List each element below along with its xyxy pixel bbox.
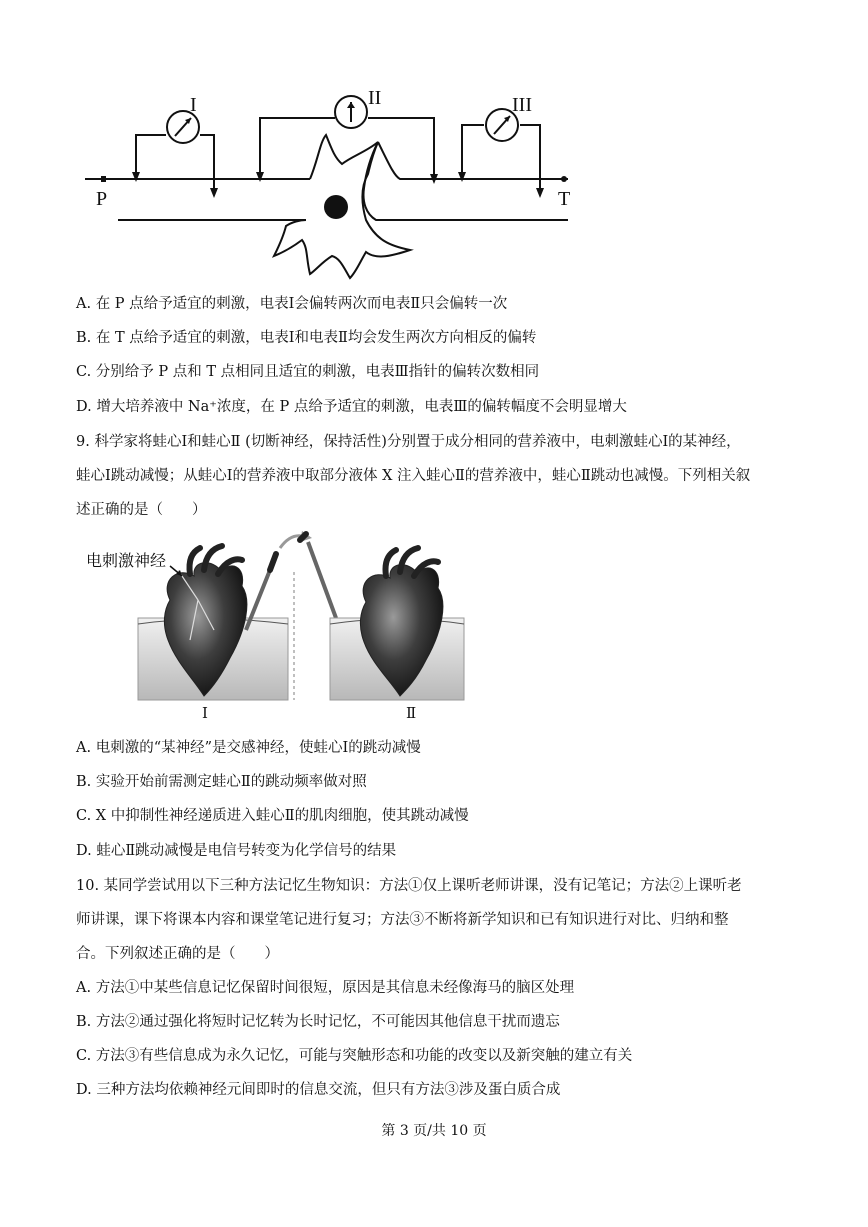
heart-label-ii: Ⅱ (406, 704, 417, 722)
q9-stem-line-1: 9. 科学家将蛙心Ⅰ和蛙心Ⅱ (切断神经，保持活性)分别置于成分相同的营养液中，电刺激蛙心Ⅰ的某神经， (76, 434, 741, 450)
frog-heart-figure (130, 530, 470, 705)
q10-stem-line-2: 师讲课，课下将课本内容和课堂笔记进行复习；方法③不断将新学知识和已有知识进行对比、归纳和整 (76, 912, 729, 928)
stim-label: 电刺激神经 (86, 551, 167, 570)
q9-option-d: D. 蛙心Ⅱ跳动减慢是电信号转变为化学信号的结果 (76, 843, 397, 859)
point-label-p: P (96, 188, 108, 210)
q10-option-b: B. 方法②通过强化将短时记忆转为长时记忆，不可能因其他信息干扰而遗忘 (76, 1014, 560, 1030)
heart-label-i: Ⅰ (202, 704, 208, 722)
q10-option-c: C. 方法③有些信息成为永久记忆，可能与突触形态和功能的改变以及新突触的建立有关 (76, 1048, 633, 1064)
axon-right-tube (364, 142, 569, 220)
meter-label-i: I (190, 94, 197, 116)
meter-label-ii: II (368, 87, 382, 109)
q9-option-c: C. X 中抑制性神经递质进入蛙心Ⅱ的肌肉细胞，使其跳动减慢 (76, 808, 469, 824)
q9-stem-line-3: 述正确的是（ ） (76, 502, 207, 518)
q8-option-a: A. 在 P 点给予适宜的刺激，电表Ⅰ会偏转两次而电表Ⅱ只会偏转一次 (76, 296, 508, 312)
q8-option-c: C. 分别给予 P 点和 T 点相同且适宜的刺激，电表Ⅲ指针的偏转次数相同 (76, 364, 540, 380)
q10-stem-line-3: 合。下列叙述正确的是（ ） (76, 946, 279, 962)
point-p-marker (101, 176, 106, 182)
q9-option-a: A. 电刺激的“某神经”是交感神经，使蛙心Ⅰ的跳动减慢 (76, 740, 421, 756)
q8-option-b: B. 在 T 点给予适宜的刺激，电表Ⅰ和电表Ⅱ均会发生两次方向相反的偏转 (76, 330, 537, 346)
q10-option-d: D. 三种方法均依赖神经元间即时的信息交流，但只有方法③涉及蛋白质合成 (76, 1082, 561, 1098)
point-t-marker (561, 176, 567, 182)
nucleus (324, 195, 348, 219)
q10-stem-line-1: 10. 某同学尝试用以下三种方法记忆生物知识：方法①仅上课听老师讲课，没有记笔记；方法②上课听老 (76, 878, 742, 894)
q8-option-d: D. 增大培养液中 Na⁺浓度，在 P 点给予适宜的刺激，电表Ⅲ的偏转幅度不会明显增大 (76, 399, 627, 415)
q9-option-b: B. 实验开始前需测定蛙心Ⅱ的跳动频率做对照 (76, 774, 367, 790)
pipette-right (308, 542, 336, 618)
meter-label-iii: III (512, 94, 532, 116)
page-footer: 第 3 页/共 10 页 (381, 1123, 487, 1139)
q9-stem-line-2: 蛙心Ⅰ跳动减慢；从蛙心Ⅰ的营养液中取部分液体 X 注入蛙心Ⅱ的营养液中，蛙心Ⅱ跳动也减慢。下列相关叙 (76, 468, 751, 484)
q10-option-a: A. 方法①中某些信息记忆保留时间很短，原因是其信息未经像海马的脑区处理 (76, 980, 575, 996)
point-label-t: T (558, 188, 571, 210)
